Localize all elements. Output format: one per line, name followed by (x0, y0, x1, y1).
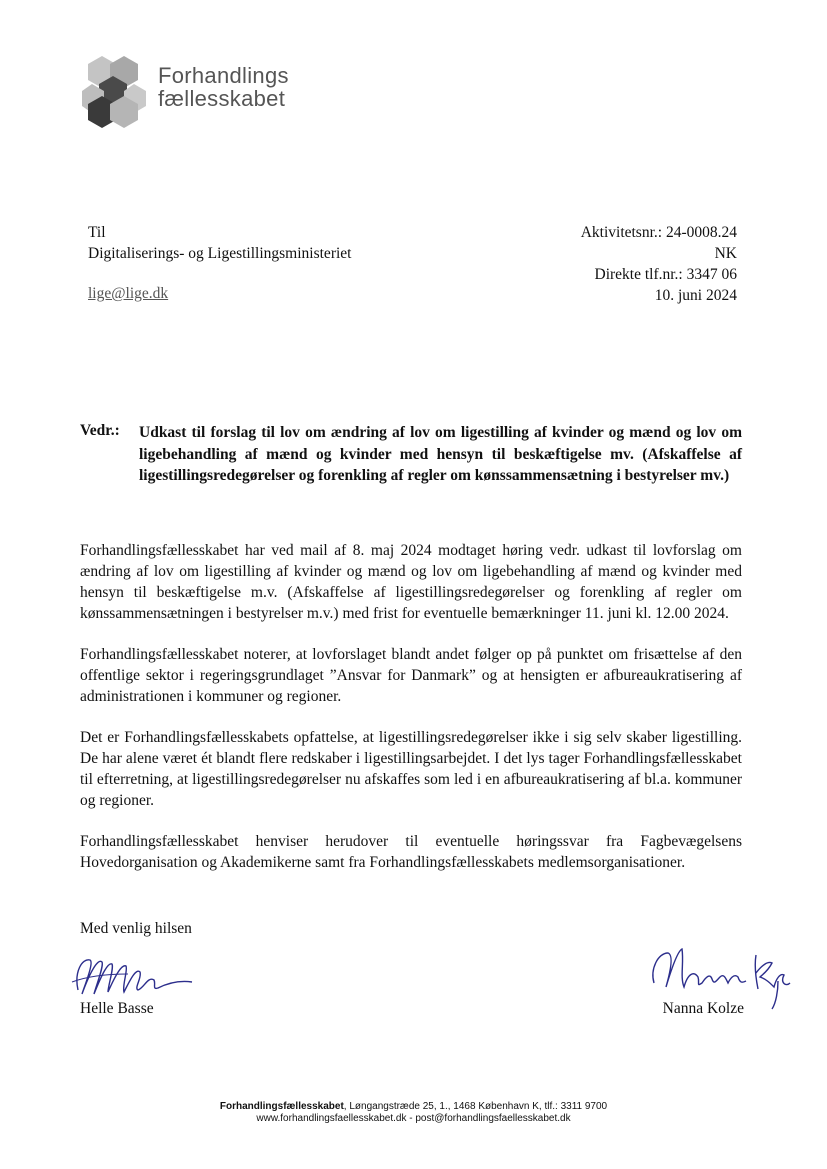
recipient-email-link[interactable]: lige@lige.dk (88, 285, 169, 302)
recipient-to: Til (88, 224, 106, 241)
footer-address-line (0, 1101, 827, 1113)
footer-org: Forhandlingsfællesskabet (219, 1101, 344, 1112)
activity-number: Aktivitetsnr.: 24-0008.24 (580, 224, 737, 241)
logo-wordmark (158, 64, 289, 110)
hexagon-cluster-icon (80, 52, 150, 132)
recipient-block (88, 222, 351, 264)
signature-helle-basse (68, 952, 198, 1007)
signatory-left: Helle Basse (80, 1000, 154, 1017)
letter-date: 10. juni 2024 (654, 287, 737, 304)
footer-address: , Løngangstræde 25, 1., 1468 København K, tlf.: 3311 9700 (343, 1101, 608, 1112)
organization-logo (80, 52, 320, 132)
recipient-org: Digitaliserings- og Ligestillingsministeriet (88, 245, 352, 262)
direct-phone: Direkte tlf.nr.: 3347 06 (594, 266, 737, 283)
subject-label: Vedr.: (80, 422, 120, 439)
letter-meta (581, 222, 737, 306)
page-footer (0, 1101, 827, 1125)
paragraph-4: Forhandlingsfællesskabet henviser herudover til eventuelle høringssvar fra Fagbevægelsens Hovedorganisation og Akademikerne samt fra Forhandlingsfællesskabets medlemsorganisationer. (80, 833, 742, 871)
logo-line-1: Forhandlings (158, 63, 289, 88)
paragraph-1: Forhandlingsfællesskabet har ved mail af 8. maj 2024 modtaget høring vedr. udkast til lovforslag om ændring af lov om ligestilling af kvinder og mænd og lov om ligebehandling af mænd og kvinder med hensyn til beskæftigelse m.v. (Afskaffelse af ligestillingsredegørelser og forenkling af regler om kønssammensætningen i bestyrelser m.v.) med frist for eventuelle bemærkninger 11. juni kl. 12.00 2024. (80, 542, 742, 622)
logo-line-2: fællesskabet (158, 86, 286, 111)
closing-greeting: Med venlig hilsen (80, 920, 192, 937)
paragraph-2: Forhandlingsfællesskabet noterer, at lovforslaget blandt andet følger op på punktet om frisættelse af den offentlige sektor i regeringsgrundlaget ”Ansvar for Danmark” og at hensigten er afbureaukratisering af administrationen i kommuner og regioner. (80, 646, 742, 705)
subject-text: Udkast til forslag til lov om ændring af lov om ligestilling af kvinder og mænd og lov om ligebehandling af mænd og kvinder med hensyn til beskæftigelse mv. (Afskaffelse af ligestillingsredegørelser og forenkling af regler om kønssammensætning i bestyrelser mv.) (139, 424, 742, 484)
letter-body (80, 540, 742, 893)
initials: NK (714, 245, 737, 262)
paragraph-3: Det er Forhandlingsfællesskabets opfattelse, at ligestillingsredegørelser ikke i sig selv skaber ligestilling. De har alene været ét blandt flere redskaber i ligestillingsarbejdet. I det lys tager Forhandlingsfællesskabet til efterretning, at ligestillingsredegørelser nu afskaffes som led i en afbureaukratisering af bl.a. kommuner og regioner. (80, 729, 742, 809)
signatory-right: Nanna Kolze (662, 1000, 744, 1017)
footer-web[interactable]: www.forhandlingsfaellesskabet.dk - post@forhandlingsfaellesskabet.dk (256, 1113, 571, 1124)
